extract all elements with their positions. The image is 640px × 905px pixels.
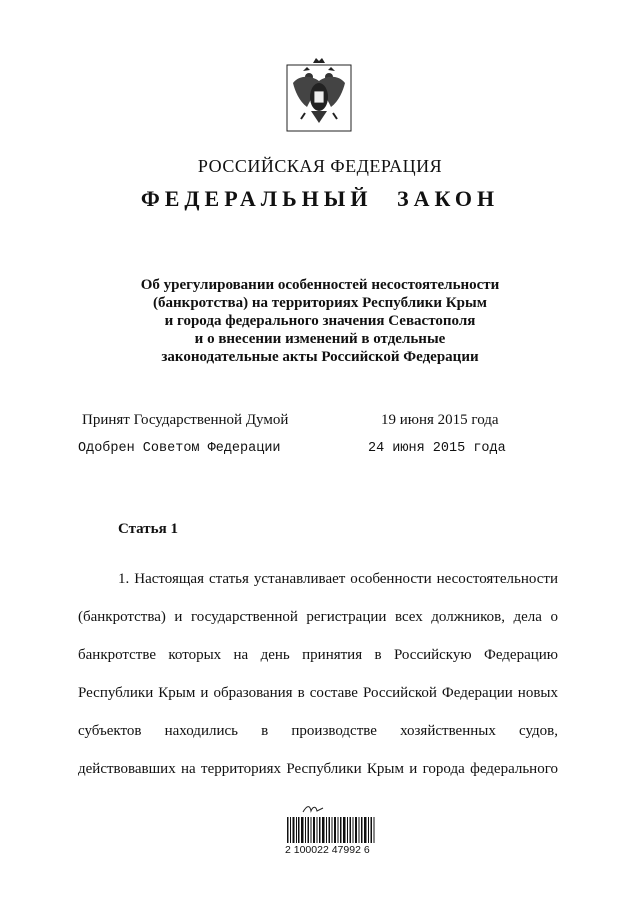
handwritten-mark-icon: [301, 803, 325, 817]
article-line: 1. Настоящая статья устанавливает особенности несостоятельности: [118, 571, 558, 587]
article-line: (банкротства) и государственной регистрации всех должников, дела о: [78, 609, 558, 625]
russian-coat-of-arms-icon: [283, 57, 355, 135]
law-title-line: и города федерального значения Севастополя: [164, 313, 476, 329]
article-line: Республики Крым и образования в составе Российской Федерации новых: [78, 685, 558, 701]
article-line: банкротстве которых на день принятия в Российскую Федерацию: [78, 647, 558, 663]
article-line: субъектов находились в производстве хозяйственных судов,: [78, 723, 558, 739]
law-title-line: Об урегулировании особенностей несостоятельности: [140, 277, 500, 293]
approved-date: 24 июня 2015 года: [368, 441, 506, 456]
country-name: РОССИЙСКАЯ ФЕДЕРАЦИЯ: [197, 156, 443, 176]
law-title-line: (банкротства) на территориях Республики Крым: [153, 295, 487, 311]
law-title-line: и о внесении изменений в отдельные: [194, 331, 446, 347]
barcode-bars-icon: [287, 817, 375, 843]
adopted-label: Принят Государственной Думой: [82, 412, 289, 428]
article-heading: Статья 1: [118, 521, 178, 537]
article-body: [78, 560, 558, 788]
law-title-line: законодательные акты Российской Федерации: [161, 349, 479, 365]
barcode: [287, 803, 377, 861]
barcode-number: 2 100022 47992 6: [285, 844, 370, 856]
article-line: действовавших на территориях Республики Крым и города федерального: [78, 761, 558, 777]
adopted-date: 19 июня 2015 года: [381, 412, 499, 428]
law-title: [90, 276, 550, 366]
approved-label: Одобрен Советом Федерации: [78, 441, 281, 456]
law-type-heading: ФЕДЕРАЛЬНЫЙ ЗАКОН: [140, 186, 500, 211]
